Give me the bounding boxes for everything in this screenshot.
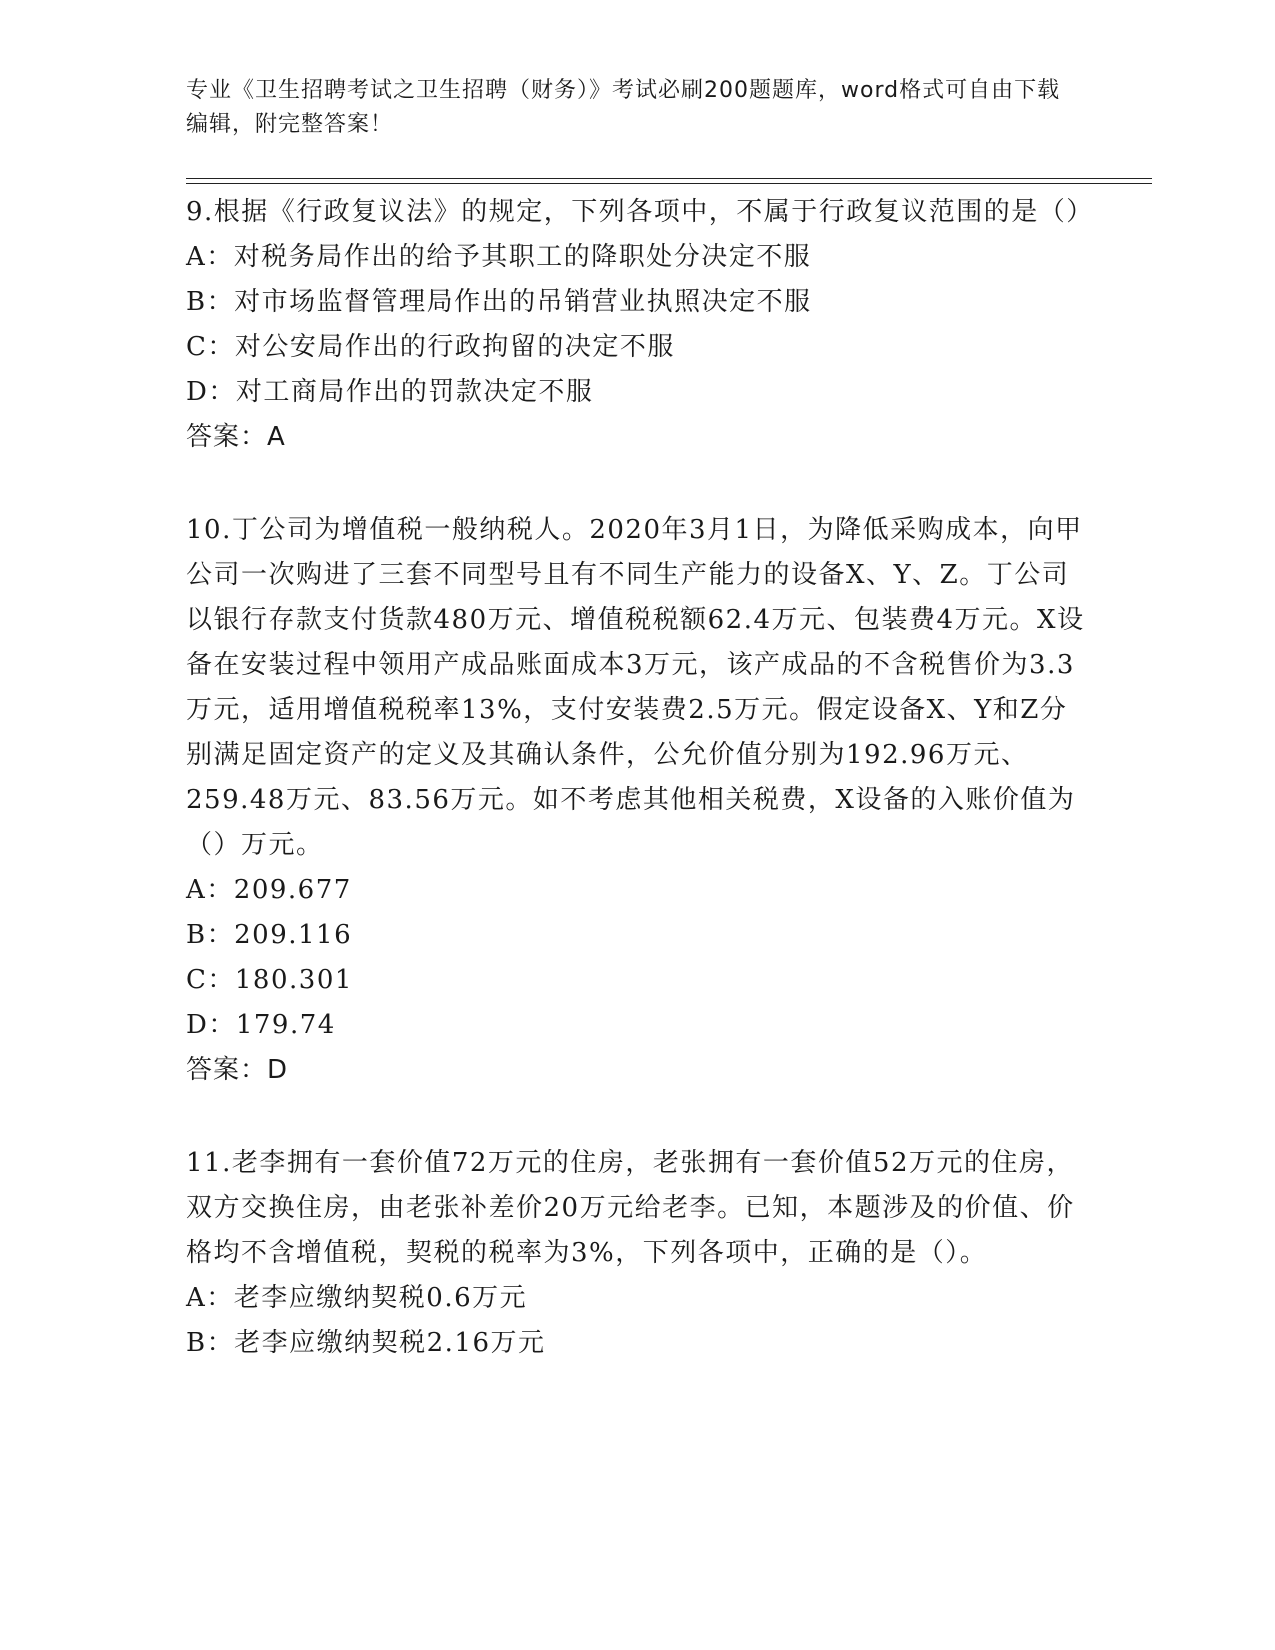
question-stem: 11.老李拥有一套价值72万元的住房，老张拥有一套价值52万元的住房，双方交换住房，由老张补差价20万元给老李。已知，本题涉及的价值、价格均不含增值税，契税的税率为3%，下列各项中，正确的是（）。 (186, 1148, 1075, 1268)
option-c: C：180.301 (186, 965, 353, 995)
option-c: C：对公安局作出的行政拘留的决定不服 (186, 332, 675, 362)
answer: 答案：D (186, 1055, 289, 1085)
option-a: A：对税务局作出的给予其职工的降职处分决定不服 (186, 242, 812, 272)
question-stem: 9.根据《行政复议法》的规定，下列各项中，不属于行政复议范围的是（） (186, 197, 1094, 227)
option-b: B：老李应缴纳契税2.16万元 (186, 1328, 546, 1358)
question-11 (186, 1141, 1086, 1366)
option-b: B：209.116 (186, 920, 353, 950)
question-9 (186, 190, 1094, 460)
option-d: D：对工商局作出的罚款决定不服 (186, 377, 594, 407)
option-a: A：209.677 (186, 875, 352, 905)
question-spacer (186, 1093, 1086, 1141)
option-a: A：老李应缴纳契税0.6万元 (186, 1283, 528, 1313)
question-stem: 10.丁公司为增值税一般纳税人。2020年3月1日，为降低采购成本，向甲公司一次购进了三套不同型号且有不同生产能力的设备X、Y、Z。丁公司以银行存款支付货款480万元、增值税税额62.4万元、包装费4万元。X设备在安装过程中领用产成品账面成本3万元，该产成品的不含税售价为3.3万元，适用增值税税率13%，支付安装费2.5万元。假定设备X、Y和Z分别满足固定资产的定义及其确认条件，公允价值分别为192.96万元、259.48万元、83.56万元。如不考虑其他相关税费，X设备的入账价值为（）万元。 (186, 515, 1085, 860)
question-list (186, 190, 1094, 1366)
question-10 (186, 508, 1086, 1093)
header-rule-bottom (186, 183, 1152, 184)
header-rule-top (186, 178, 1152, 179)
option-b: B：对市场监督管理局作出的吊销营业执照决定不服 (186, 287, 812, 317)
question-spacer (186, 460, 1086, 508)
document-header: 专业《卫生招聘考试之卫生招聘（财务）》考试必刷200题题库，word格式可自由下载编辑，附完整答案！ (186, 78, 1061, 137)
answer: 答案：A (186, 422, 286, 452)
option-d: D：179.74 (186, 1010, 336, 1040)
